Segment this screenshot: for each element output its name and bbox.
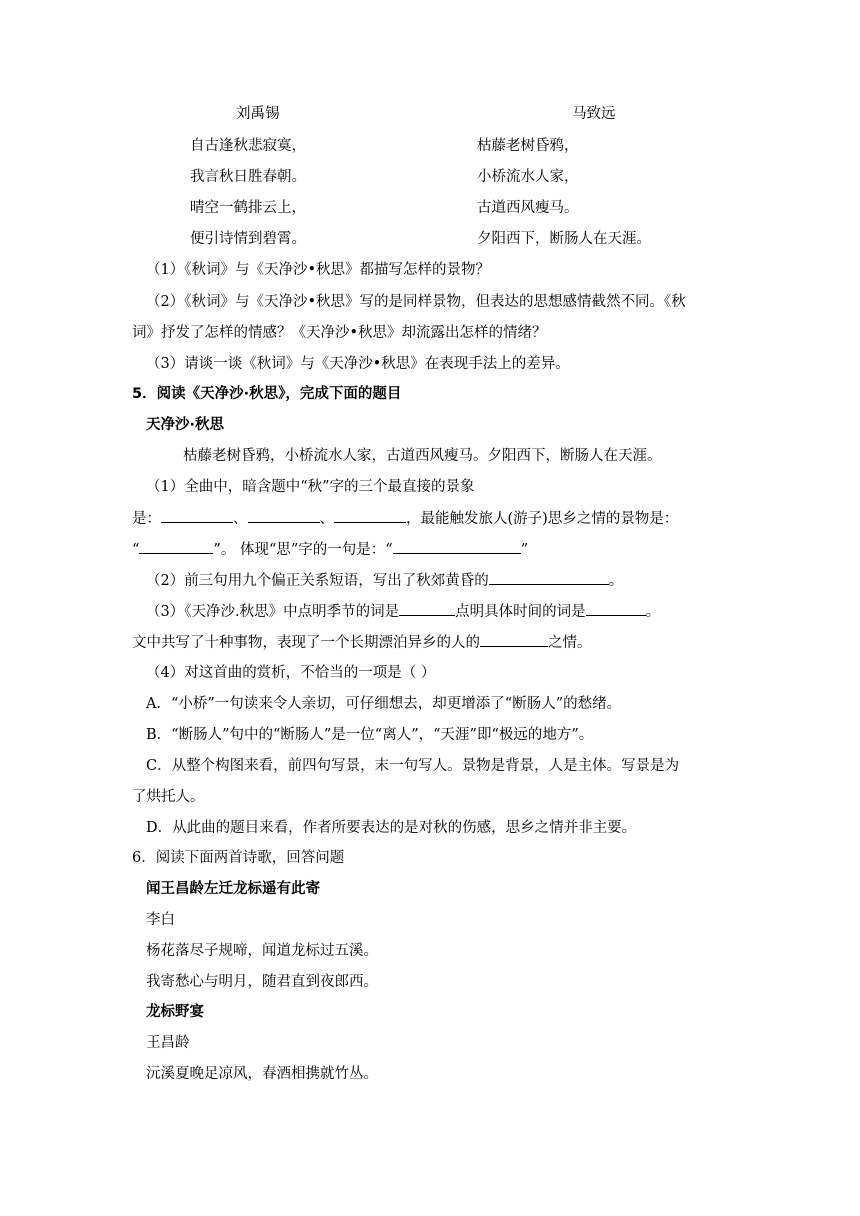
q5-sub-3-line-2 [132,632,592,653]
qiuci-line-2: 我言秋日胜春朝。 [190,169,306,185]
answer-blank-9[interactable] [480,632,548,647]
period: 。 [608,573,624,589]
answer-blank-5[interactable] [393,539,521,554]
q4-sub-1: （1）《秋词》与《天净沙•秋思》都描写怎样的景物？ [146,262,491,278]
q5-sub-2 [146,570,623,591]
option-a[interactable]: A．“小桥”一句读来令人亲切，可仔细想去，却更增添了“断肠人”的愁绪。 [146,696,622,712]
q5-sub-3-text-d: 之情。 [548,635,592,651]
q6-heading: 6．阅读下面两首诗歌，回答问题 [132,850,345,866]
answer-blank-6[interactable] [489,570,609,585]
q4-sub-2-line-1: （2）《秋词》与《天净沙•秋思》写的是同样景物，但表达的思想感情截然不同。《秋 [146,294,686,310]
close-quote: ” [520,542,529,558]
answer-blank-3[interactable] [334,508,406,523]
answer-blank-1[interactable] [161,508,233,523]
qiusi-line-2: 小桥流水人家， [477,169,579,185]
q6-poem-1-line-2: 我寄愁心与明月，随君直到夜郎西。 [146,974,378,990]
q5-sub-3-line-1 [146,601,660,622]
answer-blank-8[interactable] [586,601,646,616]
q6-poem-2-title: 龙标野宴 [146,1004,204,1020]
qiusi-line-1: 枯藤老树昏鸦， [477,138,579,154]
q5-sub-3-text-c: 文中共写了十种事物，表现了一个长期漂泊异乡的人的 [132,635,480,651]
author-liu-yuxi: 刘禹锡 [236,106,280,122]
answer-blank-4[interactable] [139,539,213,554]
q5-sub-1-line-3 [132,539,528,560]
q4-sub-2-line-2: 词》抒发了怎样的情感？《天净沙•秋思》却流露出怎样的情绪？ [132,325,547,341]
q5-sub-1-line-1: （1）全曲中，暗含题中“秋”字的三个最直接的景象 [146,479,475,495]
answer-blank-7[interactable] [399,601,455,616]
separator: 、 [233,511,248,527]
qiuci-line-3: 晴空一鹤排云上， [190,200,306,216]
separator: 、 [319,511,334,527]
q5-sub-3-text-b: 点明具体时间的词是 [455,604,586,620]
q5-sub-1-suffix: ，最能触发旅人(游子)思乡之情的景物是： [406,511,679,527]
option-c-line-1[interactable]: C．从整个构图来看，前四句写景，末一句写人。景物是背景，人是主体。写景是为 [146,758,680,774]
q6-poem-1-title: 闻王昌龄左迁龙标遥有此寄 [146,881,320,897]
q6-poem-2-author: 王昌龄 [146,1035,190,1051]
q5-heading: 5．阅读《天净沙·秋思》，完成下面的题目 [132,386,402,402]
qiusi-line-4: 夕阳西下，断肠人在天涯。 [477,231,651,247]
q5-sub-1-mid: ”。 体现“思”字的一句是：“ [213,542,393,558]
qiuci-line-4: 便引诗情到碧霄。 [190,231,306,247]
q5-sub-1-prefix: 是： [132,511,161,527]
q5-poem-text: 枯藤老树昏鸦，小桥流水人家，古道西风瘦马。夕阳西下，断肠人在天涯。 [183,448,662,464]
q4-sub-3: （3）请谈一谈《秋词》与《天净沙•秋思》在表现手法上的差异。 [146,356,570,372]
option-d[interactable]: D．从此曲的题目来看，作者所要表达的是对秋的伤感，思乡之情并非主要。 [146,820,637,836]
period: 。 [645,604,661,620]
qiuci-line-1: 自古逢秋悲寂寞， [190,138,306,154]
q6-poem-1-author: 李白 [146,912,175,928]
q5-poem-title: 天净沙·秋思 [146,417,225,433]
q5-sub-1-line-2 [132,508,678,529]
q5-sub-3-text-a: （3）《天净沙.秋思》中点明季节的词是 [146,604,400,620]
q5-sub-2-text: （2）前三句用九个偏正关系短语，写出了秋郊黄昏的 [146,573,489,589]
option-b[interactable]: B．“断肠人”句中的“断肠人”是一位“离人”，“天涯”即“极远的地方”。 [146,727,594,743]
open-quote: “ [132,542,140,558]
qiusi-line-3: 古道西风瘦马。 [477,200,579,216]
q6-poem-1-line-1: 杨花落尽子规啼，闻道龙标过五溪。 [146,943,378,959]
option-c-line-2[interactable]: 了烘托人。 [132,789,205,805]
q5-sub-4: （4）对这首曲的赏析，不恰当的一项是（ ） [146,665,436,681]
author-ma-zhiyuan: 马致远 [572,106,616,122]
answer-blank-2[interactable] [248,508,320,523]
q6-poem-2-line-1: 沅溪夏晚足凉风，春酒相携就竹丛。 [146,1066,378,1082]
